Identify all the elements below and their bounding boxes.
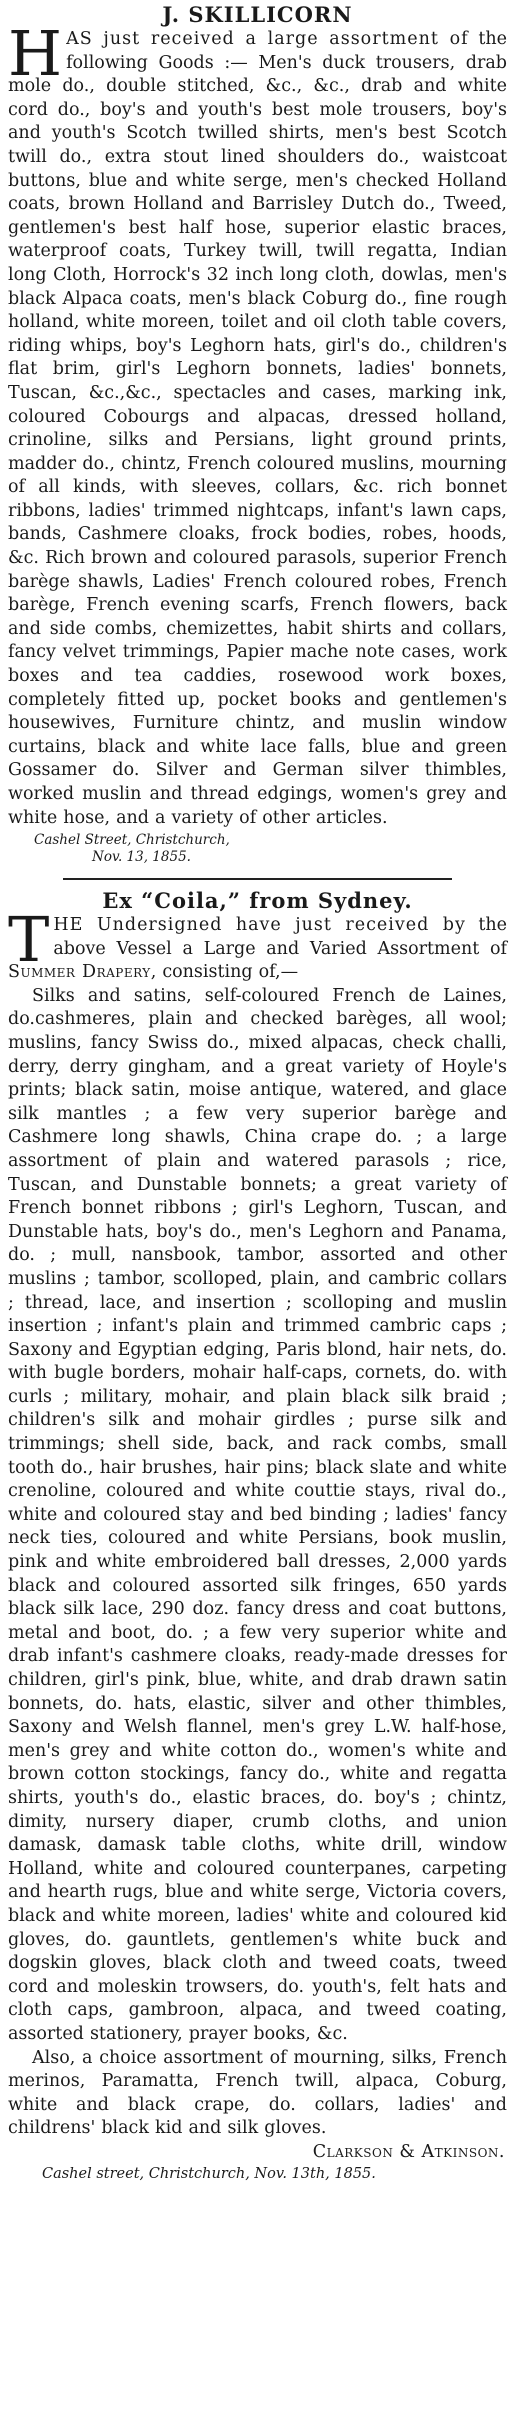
- ad-address: Cashel Street, Christchurch,: [34, 832, 230, 849]
- summer-drapery-label: Summer Drapery: [8, 962, 151, 983]
- lead-words: AS just received a large assortment of: [66, 29, 469, 49]
- ad-closing: Also, a choice assortment of mourning, silks, French merinos, Paramatta, French twill, alpaca, Coburg, white and black crape, do. collars, ladies' and childrens' black kid and silk gloves.: [8, 2047, 507, 2139]
- ad-title: J. SKILLICORN: [162, 2, 353, 27]
- ad-date: Nov. 13, 1855.: [92, 849, 191, 866]
- column-divider: [63, 878, 452, 880]
- ad-intro-end: , consisting of,—: [150, 962, 299, 983]
- ad-title: Ex “Coila,” from Sydney.: [102, 888, 413, 913]
- ad-footer: Cashel street, Christchurch, Nov. 13th, 1855.: [42, 2165, 376, 2182]
- ad-body-text: the following Goods :— Men's duck trousers, drab mole do., double stitched, &c., &c., drab and white cord do., boy's and youth's best mole trousers, boy's and youth's Scotch twilled shirts, men's best Scotch twill do., extra stout lined shoulders do., waistcoat buttons, blue and white serge, men's checked Holland coats, brown Holland and Barrisley Dutch do., Tweed, gentlemen's best half hose, superior elastic braces, waterproof coats, Turkey twill, twill regatta, Indian long Cloth, Horrock's 32 inch long cloth, dowlas, men's black Alpaca coats, men's black Coburg do., fine rough holland, white moreen, toilet and oil cloth table covers, riding whips, boy's Leghorn hats, girl's do., children's flat brim, girl's Leghorn bonnets, ladies' bonnets, Tuscan, &c.,&c., spectacles and cases, marking ink, coloured Cobourgs and alpacas, dressed holland, crinoline, silks and Persians, light ground prints, madder do., chintz, French coloured muslins, mourning of all kinds, with sleeves, collars, &c. rich bonnet ribbons, ladies' trimmed nightcaps, infant's lawn caps, bands, Cashmere cloaks, frock bodies, robes, hoods, &c. Rich brown and coloured parasols, superior French barège shawls, Ladies' French coloured robes, French barège, French evening scarfs, French flowers, back and side combs, chemizettes, habit shirts and collars, fancy velvet trimmings, Papier mache note cases, work boxes and tea caddies, rosewood work boxes, completely fitted up, pocket books and gentlemen's housewives, Furniture chintz, and muslin window curtains, black and white lace falls, blue and green Gossamer do. Silver and German silver thimbles, worked muslin and thread edgings, women's grey and white hose, and a variety of other articles.: [8, 29, 507, 828]
- advertisement-coila: [8, 886, 507, 2436]
- ad-body: [8, 17, 507, 830]
- ad-intro: [8, 903, 507, 985]
- ad-body: Silks and satins, self-coloured French de Laines, do.cashmeres, plain and checked barèges, all wool; muslins, fancy Swiss do., mixed alpacas, check challi, derry, derry gingham, and a great variety of Hoyle's prints; black satin, moise antique, watered, and glace silk mantles ; a few very superior barège and Cashmere long shawls, China crape do. ; a large assortment of plain and watered parasols ; rice, Tuscan, and Dunstable bonnets; a great variety of French bonnet ribbons ; girl's Leghorn, Tuscan, and Dunstable hats, boy's do., men's Leghorn and Panama, do. ; mull, nansbook, tambor, assorted and other muslins ; tambor, scolloped, plain, and cambric collars ; thread, lace, and insertion ; scolloping and muslin insertion ; infant's plain and trimmed cambric caps ; Saxony and Egyptian edging, Paris blond, hair nets, do. with bugle borders, mohair half-caps, cornets, do. with curls ; military, mohair, and plain black silk braid ; children's silk and mohair girdles ; purse silk and trimmings; shell side, back, and rack combs, small tooth do., hair brushes, hair pins; black slate and white crenoline, coloured and white couttie stays, rival do., white and coloured stay and bed binding ; ladies' fancy neck ties, coloured and white Persians, book muslin, pink and white embroidered ball dresses, 2,000 yards black and coloured assorted silk fringes, 650 yards black silk lace, 290 doz. fancy dress and coat buttons, metal and boot, do. ; a few very superior white and drab infant's cashmere cloaks, ready-made dresses for children, girl's pink, blue, white, and drab drawn satin bonnets, do. hats, elastic, silver and other thimbles, Saxony and Welsh flannel, men's grey L.W. half-hose, men's grey and white cotton do., women's white and brown cotton stockings, fancy do., white and regatta shirts, youth's do., elastic braces, do. boy's ; chintz, dimity, nursery diaper, crumb cloths, and union damask, damask table cloths, white drill, window Holland, white and coloured counterpanes, carpeting and hearth rugs, blue and white serge, Victoria covers, black and white moreen, ladies' white and coloured kid gloves, do. gauntlets, gentlemen's white buck and dogskin gloves, black cloth and tweed coats, tweed cord and moleskin trowsers, do. youth's, felt hats and cloth caps, gambroon, alpaca, and tweed coating, assorted stationery, prayer books, &c.: [8, 985, 507, 2044]
- ad-signature: Clarkson & Atkinson.: [312, 2141, 505, 2162]
- drop-cap: T: [8, 903, 50, 976]
- drop-cap: H: [8, 17, 63, 90]
- advertisement-skillicorn: [8, 0, 507, 870]
- ad-intro-text: the above Vessel a Large and Varied Assortment of: [53, 915, 507, 959]
- lead-words: HE Undersigned have just received by: [53, 915, 466, 935]
